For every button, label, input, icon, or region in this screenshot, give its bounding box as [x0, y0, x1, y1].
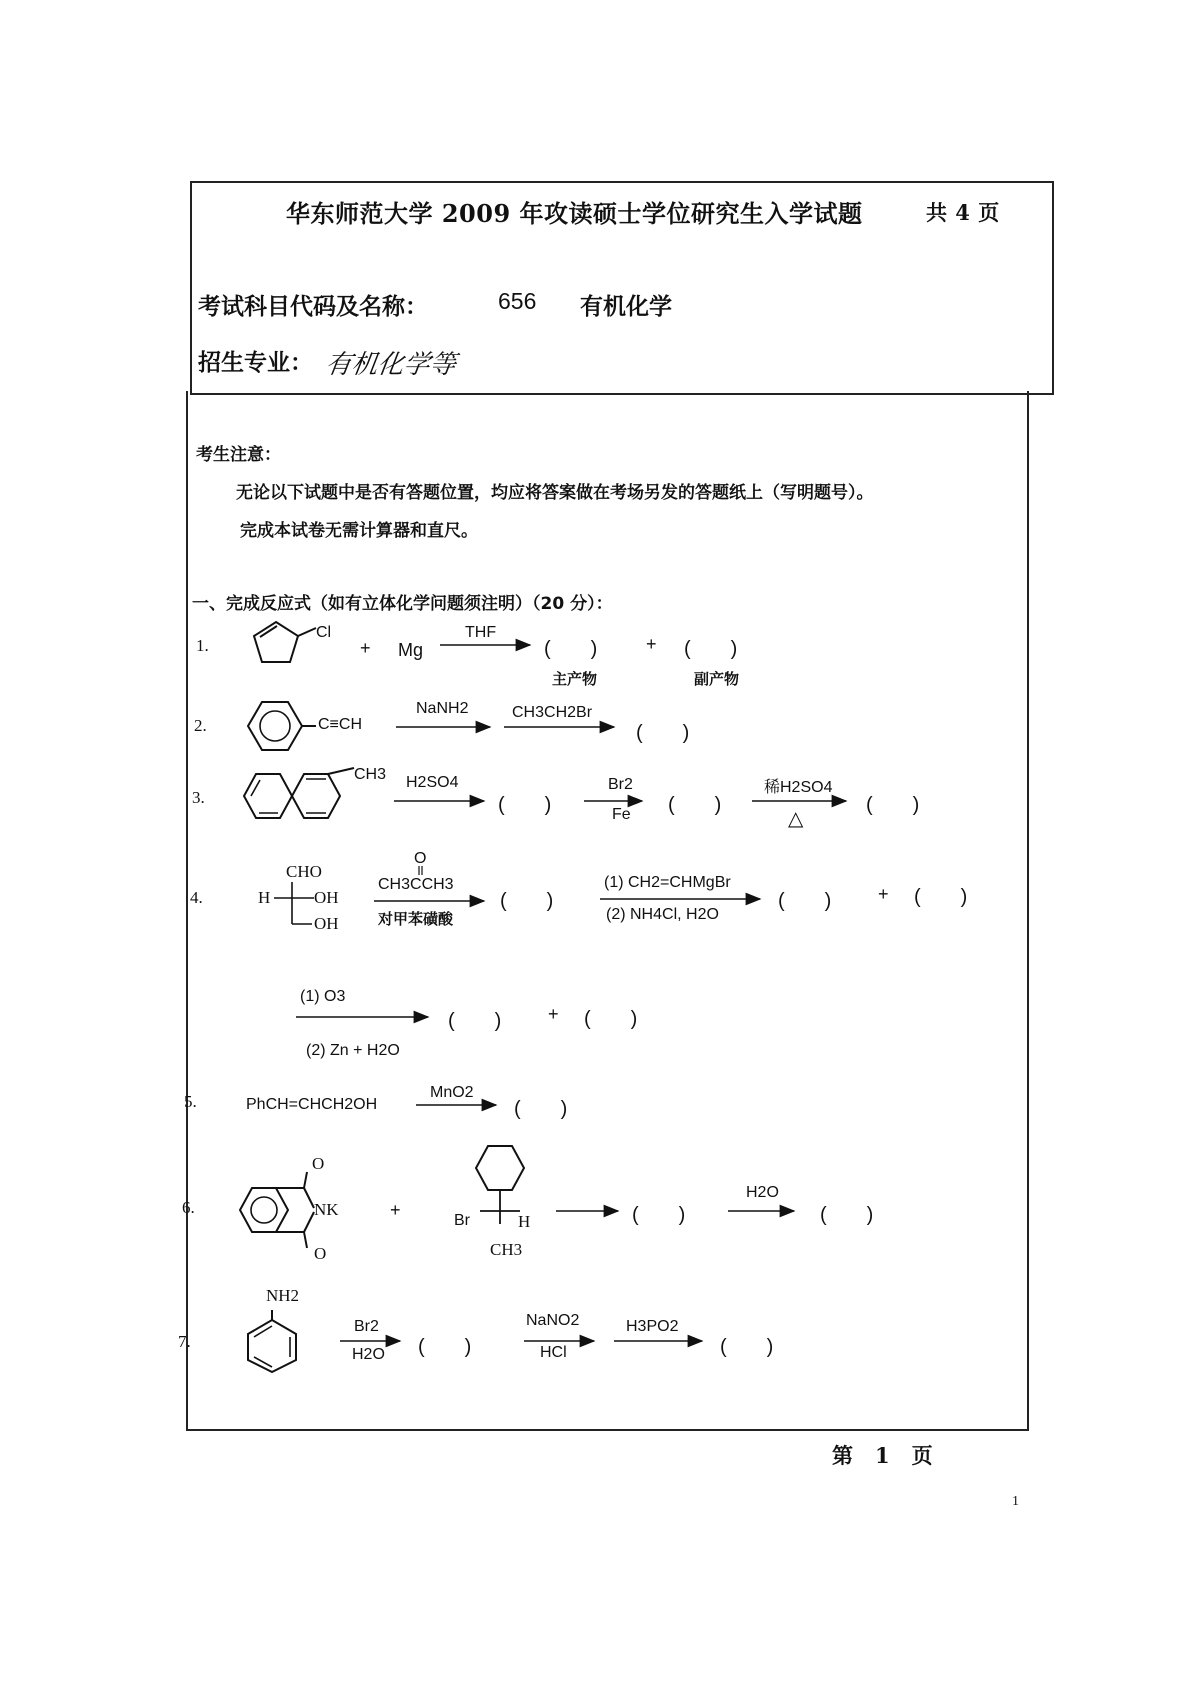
q6-plus: +	[390, 1200, 401, 1220]
q6-bromo: Br	[454, 1212, 470, 1229]
corner-mark: 1	[1012, 1494, 1019, 1509]
q7-arrow-3	[614, 1338, 704, 1344]
q7-arrow1-top: Br2	[354, 1318, 379, 1335]
q6-oxygen-top: O	[312, 1154, 325, 1173]
q6-oxygen-bottom: O	[314, 1244, 327, 1263]
q4-fischer-lines	[272, 880, 316, 930]
q4-arrow3-top: (1) O3	[300, 988, 346, 1005]
q3-answer-3: ( )	[866, 794, 920, 816]
q4-fischer-h: H	[258, 888, 271, 907]
q3-arrow2-bottom: Fe	[612, 806, 631, 823]
q4-fischer-oh-2: OH	[314, 914, 339, 933]
q1-main-product-label: 主产物	[552, 670, 598, 688]
q5-arrow	[416, 1102, 498, 1108]
notice-line-2: 完成本试卷无需计算器和直尺。	[240, 521, 478, 541]
exam-title: 华东师范大学 2009 年攻读硕士学位研究生入学试题	[286, 199, 863, 228]
q1-answer-2: ( )	[684, 638, 738, 660]
q7-arrow1-bottom: H2O	[352, 1346, 385, 1363]
aniline-structure	[244, 1310, 300, 1372]
q4-plus: +	[878, 884, 889, 904]
q1-plus-2: +	[646, 634, 657, 654]
subject-name: 有机化学	[580, 294, 672, 320]
section-heading: 一、完成反应式（如有立体化学问题须注明）（20 分）：	[192, 594, 613, 614]
question-7-number: 7.	[178, 1332, 191, 1351]
q6-methyl: CH3	[490, 1240, 523, 1259]
page-total: 共 4 页	[926, 200, 1000, 225]
q3-arrow2-top: Br2	[608, 776, 633, 793]
q6-hydrogen: H	[518, 1212, 531, 1231]
q3-answer-1: ( )	[498, 794, 552, 816]
q7-arrow2-top: NaNO2	[526, 1312, 580, 1329]
question-6-number: 6.	[182, 1198, 195, 1217]
q3-arrow-2	[584, 798, 644, 804]
q2-ethynyl: C≡CH	[318, 716, 362, 733]
major-label: 招生专业：	[198, 350, 313, 376]
q4-arrow2-top: (1) CH2=CHMgBr	[604, 874, 731, 891]
q4-answer-1: ( )	[500, 890, 554, 912]
naphthalene-structure	[242, 768, 372, 828]
q3-heat-symbol: △	[788, 808, 804, 830]
q1-arrow	[440, 642, 532, 648]
q3-answer-2: ( )	[668, 794, 722, 816]
q4-arrow2-bottom: (2) NH4Cl, H2O	[606, 906, 719, 923]
q3-arrow3-top: 稀H2SO4	[764, 779, 833, 796]
q2-arrow-1	[396, 724, 492, 730]
q4-arrow1-bottom: 对甲苯磺酸	[378, 910, 454, 928]
q7-answer-1: ( )	[418, 1336, 472, 1358]
q4-plus-2: +	[548, 1004, 559, 1024]
q1-plus: +	[360, 638, 371, 658]
q3-arrow-3	[752, 798, 848, 804]
notice-title: 考生注意：	[196, 445, 281, 465]
q2-answer: ( )	[636, 722, 690, 744]
q4-arrow-3	[296, 1014, 430, 1020]
q6-arrow-1	[556, 1208, 620, 1214]
q7-answer-2: ( )	[720, 1336, 774, 1358]
q4-answer-3: ( )	[914, 886, 968, 908]
question-4-number: 4.	[190, 888, 203, 907]
q7-arrow-1	[340, 1338, 402, 1344]
q4-arrow3-bottom: (2) Zn + H2O	[306, 1042, 400, 1059]
q4-fischer-oh-1: OH	[314, 888, 339, 907]
cyclopentene-structure	[246, 616, 326, 672]
q1-side-product-label: 副产物	[694, 670, 740, 688]
q2-arrow1-label: NaNH2	[416, 700, 469, 717]
q3-methyl: CH3	[354, 766, 387, 783]
q1-answer-1: ( )	[544, 638, 598, 660]
q4-arrow1-top: CH3CCH3	[378, 876, 454, 893]
page-number: 第 1 页	[832, 1443, 934, 1468]
q6-answer-2: ( )	[820, 1204, 874, 1226]
q4-acetone-o: O	[414, 850, 427, 867]
question-2-number: 2.	[194, 716, 207, 735]
q4-answer-2: ( )	[778, 890, 832, 912]
q4-carbonyl-bond	[418, 866, 424, 876]
q5-arrow-label: MnO2	[430, 1084, 474, 1101]
q4-answer-4: ( )	[448, 1010, 502, 1032]
major-handwritten: 有机化学等	[323, 350, 458, 380]
notice-line-1: 无论以下试题中是否有答题位置，均应将答案做在考场另发的答题纸上（写明题号）。	[236, 483, 874, 503]
q6-arrow2-label: H2O	[746, 1184, 779, 1201]
q4-answer-5: ( )	[584, 1008, 638, 1030]
question-5-number: 5.	[184, 1092, 197, 1111]
q4-arrow-1	[374, 898, 486, 904]
q7-arrow2-bottom: HCl	[540, 1344, 567, 1361]
q6-nk: NK	[314, 1200, 339, 1219]
q6-arrow-2	[728, 1208, 796, 1214]
q1-chloro: Cl	[316, 624, 332, 641]
q2-arrow-2	[504, 724, 616, 730]
q7-amino: NH2	[266, 1286, 300, 1305]
q1-arrow-label: THF	[465, 624, 497, 641]
q6-answer-1: ( )	[632, 1204, 686, 1226]
q3-arrow-1	[394, 798, 486, 804]
question-3-number: 3.	[192, 788, 205, 807]
q3-arrow1-label: H2SO4	[406, 774, 459, 791]
q7-arrow3-top: H3PO2	[626, 1318, 679, 1335]
subject-label: 考试科目代码及名称：	[198, 294, 428, 320]
q5-reactant: PhCH=CHCH2OH	[246, 1096, 378, 1113]
subject-code: 656	[498, 288, 537, 314]
benzene-ring-q2	[246, 698, 316, 754]
q4-arrow-2	[600, 896, 762, 902]
q5-answer: ( )	[514, 1098, 568, 1120]
q4-fischer-cho: CHO	[286, 862, 322, 881]
q2-arrow2-label: CH3CH2Br	[512, 704, 593, 721]
q1-mg: Mg	[398, 640, 424, 660]
question-1-number: 1.	[196, 636, 209, 655]
